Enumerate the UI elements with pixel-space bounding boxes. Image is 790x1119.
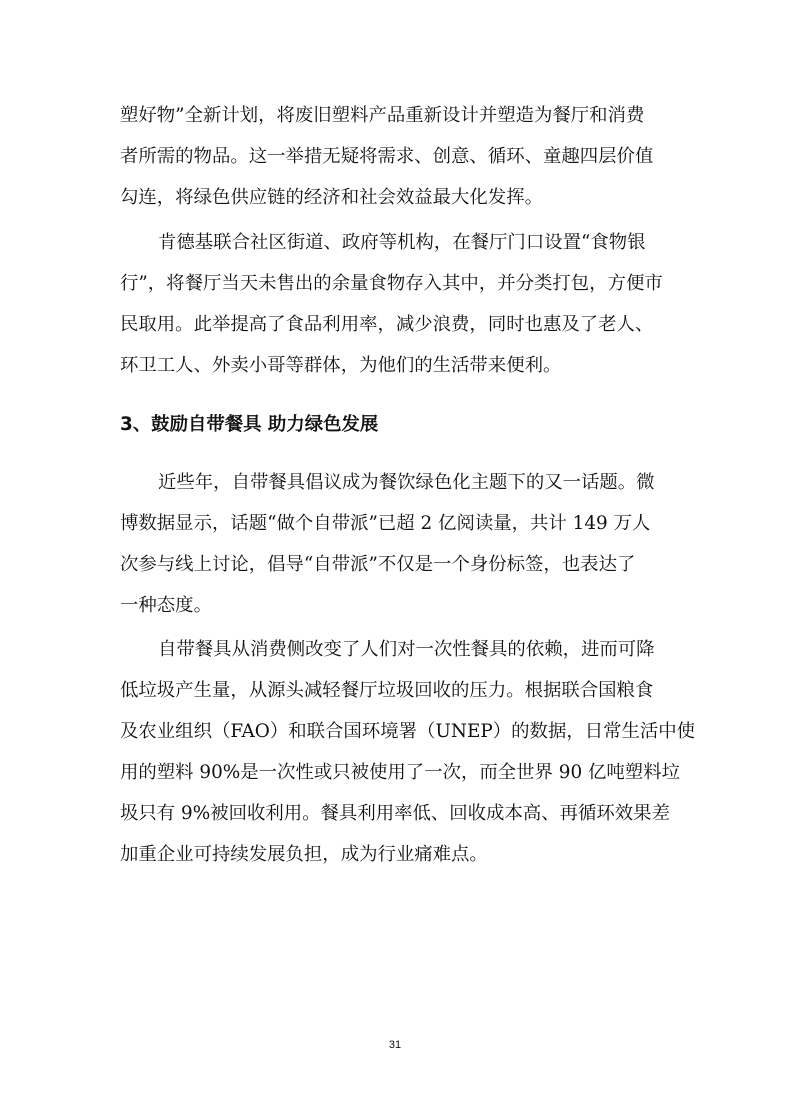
paragraph-line: 用的塑料 90%是一次性或只被使用了一次，而全世界 90 亿吨塑料垃 — [120, 762, 680, 783]
paragraph-line: 及农业组织（FAO）和联合国环境署（UNEP）的数据，日常生活中使 — [120, 721, 696, 742]
paragraph-line: 肯德基联合社区街道、政府等机构，在餐厅门口设置“食物银 — [158, 232, 646, 253]
paragraph-line: 行”，将餐厅当天未售出的余量食物存入其中，并分类打包，方便市 — [120, 273, 663, 294]
paragraph-line: 塑好物”全新计划，将废旧塑料产品重新设计并塑造为餐厅和消费 — [120, 105, 645, 126]
paragraph-line: 低垃圾产生量，从源头减轻餐厅垃圾回收的压力。根据联合国粮食 — [120, 680, 654, 701]
paragraph-line: 一种态度。 — [120, 595, 212, 616]
paragraph-line: 博数据显示，话题“做个自带派”已超 2 亿阅读量，共计 149 万人 — [120, 513, 651, 534]
paragraph-line: 环卫工人、外卖小哥等群体，为他们的生活带来便利。 — [120, 355, 562, 376]
paragraph-line: 加重企业可持续发展负担，成为行业痛难点。 — [120, 844, 488, 865]
paragraph-line: 近些年，自带餐具倡议成为餐饮绿色化主题下的又一话题。微 — [158, 472, 655, 493]
paragraph-line: 自带餐具从消费侧改变了人们对一次性餐具的依赖，进而可降 — [158, 639, 655, 660]
paragraph-line: 次参与线上讨论，倡导“自带派”不仅是一个身份标签，也表达了 — [120, 554, 636, 575]
section-heading: 3、鼓励自带餐具 助力绿色发展 — [120, 414, 379, 435]
page-number: 31 — [388, 1039, 402, 1051]
paragraph-line: 民取用。此举提高了食品利用率，减少浪费，同时也惠及了老人、 — [120, 314, 654, 335]
paragraph-line: 圾只有 9%被回收利用。餐具利用率低、回收成本高、再循环效果差 — [120, 803, 670, 824]
paragraph-line: 勾连，将绿色供应链的经济和社会效益最大化发挥。 — [120, 187, 543, 208]
paragraph-line: 者所需的物品。这一举措无疑将需求、创意、循环、童趣四层价值 — [120, 146, 654, 167]
